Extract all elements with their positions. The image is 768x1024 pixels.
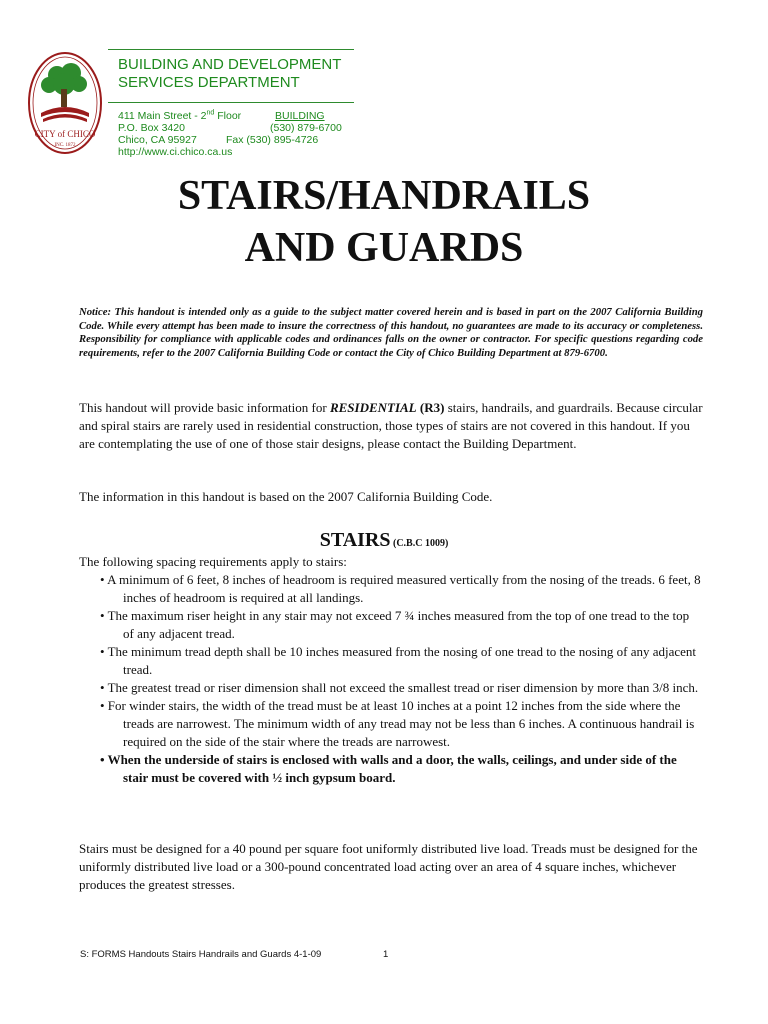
title-line-1: STAIRS/HANDRAILS — [177, 173, 591, 219]
code-basis-paragraph: The information in this handout is based on the 2007 California Building Code. — [79, 489, 493, 504]
list-item: • The greatest tread or riser dimension shall not exceed the smallest tread or riser dimension by more than 3/8 inch. — [100, 680, 699, 695]
list-item: • When the underside of stairs is enclosed with walls and a door, the walls, ceilings, and under side of the stair must be covered with ½ inch gypsum board. — [100, 752, 677, 785]
address-row-website — [118, 146, 358, 158]
floor-suffix: nd — [206, 109, 215, 117]
logo-text: CITY of CHICO — [34, 129, 96, 139]
list-item: • For winder stairs, the width of the tread must be at least 10 inches at a point 12 inches from the side where the treads are narrowest. The minimum width of any tread may not be less than 6 inches. A continuous handrail is required on the side of the stair where the treads are narrowest. — [100, 698, 695, 749]
website-link[interactable]: http://www.ci.chico.ca.us — [118, 146, 233, 158]
phone-number: (530) 879-6700 — [270, 122, 342, 134]
city-state-zip: Chico, CA 95927 — [118, 134, 197, 146]
spacing-requirements-intro: The following spacing requirements apply to stairs: — [79, 554, 347, 569]
intro-text-before: This handout will provide basic information for — [79, 400, 330, 415]
department-name — [118, 56, 358, 92]
fax-number: Fax (530) 895-4726 — [226, 134, 319, 146]
address-row-city — [118, 134, 358, 146]
stairs-code-reference: (C.B.C 1009) — [390, 538, 449, 549]
stairs-heading — [0, 529, 768, 552]
r3-emphasis: (R3) — [416, 400, 445, 415]
list-item: • The maximum riser height in any stair may not exceed 7 ¾ inches measured from the top of one tread to the top of any adjacent tread. — [100, 608, 690, 641]
department-address — [118, 110, 358, 158]
page-number: 1 — [383, 949, 389, 960]
residential-emphasis: RESIDENTIAL — [329, 400, 417, 415]
document-title — [0, 170, 768, 274]
list-item: • A minimum of 6 feet, 8 inches of headroom is required measured vertically from the nosing of the treads. 6 feet, 8 inches of headroom is required at all landings. — [100, 572, 701, 605]
building-label: BUILDING — [275, 110, 325, 122]
address-row-po-box — [118, 122, 358, 134]
stairs-heading-text: STAIRS — [319, 529, 391, 551]
address-row-street — [118, 110, 358, 122]
file-path: S: FORMS Handouts Stairs Handrails and Guards 4-1-09 — [80, 949, 322, 960]
street-address: 411 Main Street - 2 — [118, 110, 207, 122]
intro-paragraph — [79, 399, 703, 453]
disclaimer-notice: Notice: This handout is intended only as a guide to the subject matter covered herein and is based in part on the 2007 California Building Code. While every attempt has been made to insure the correctness of this handout, no guarantees are made to its accuracy or completeness. Responsibility for compliance with applicable codes and ordinances falls on the owner or contractor. For specific questions regarding code requirements, refer to the 2007 California Building Code or contact the City of Chico Building Department at 879-6700. — [79, 306, 703, 359]
load-requirements-paragraph: Stairs must be designed for a 40 pound per square foot uniformly distributed live load. Treads must be designed for the uniformly distributed live load or a 300-pound concentrated load acting over an area of 4 square inches, whichever produces the greatest stresses. — [79, 841, 698, 892]
title-line-2: AND GUARDS — [244, 225, 524, 271]
stair-requirements-list — [79, 571, 703, 787]
header-rule-bottom — [108, 102, 354, 103]
logo-subtext: INC. 1872 — [54, 143, 76, 148]
city-of-chico-logo — [27, 51, 103, 155]
intro-text-after: stairs, handrails, and guardrails. Because circular and spiral stairs are rarely used in residential construction, those types of stairs are not covered in this handout. If you are contemplating the use of one of those stair designs, please contact the Building Department. — [79, 400, 703, 451]
po-box: P.O. Box 3420 — [118, 122, 185, 134]
list-item: • The minimum tread depth shall be 10 inches measured from the nosing of one tread to the nosing of any adjacent tread. — [100, 644, 697, 677]
floor-label: Floor — [214, 110, 242, 122]
department-line-1: BUILDING AND DEVELOPMENT — [118, 56, 342, 73]
department-line-2: SERVICES DEPARTMENT — [118, 74, 300, 91]
header-rule-top — [108, 49, 354, 50]
page-footer — [80, 949, 480, 961]
